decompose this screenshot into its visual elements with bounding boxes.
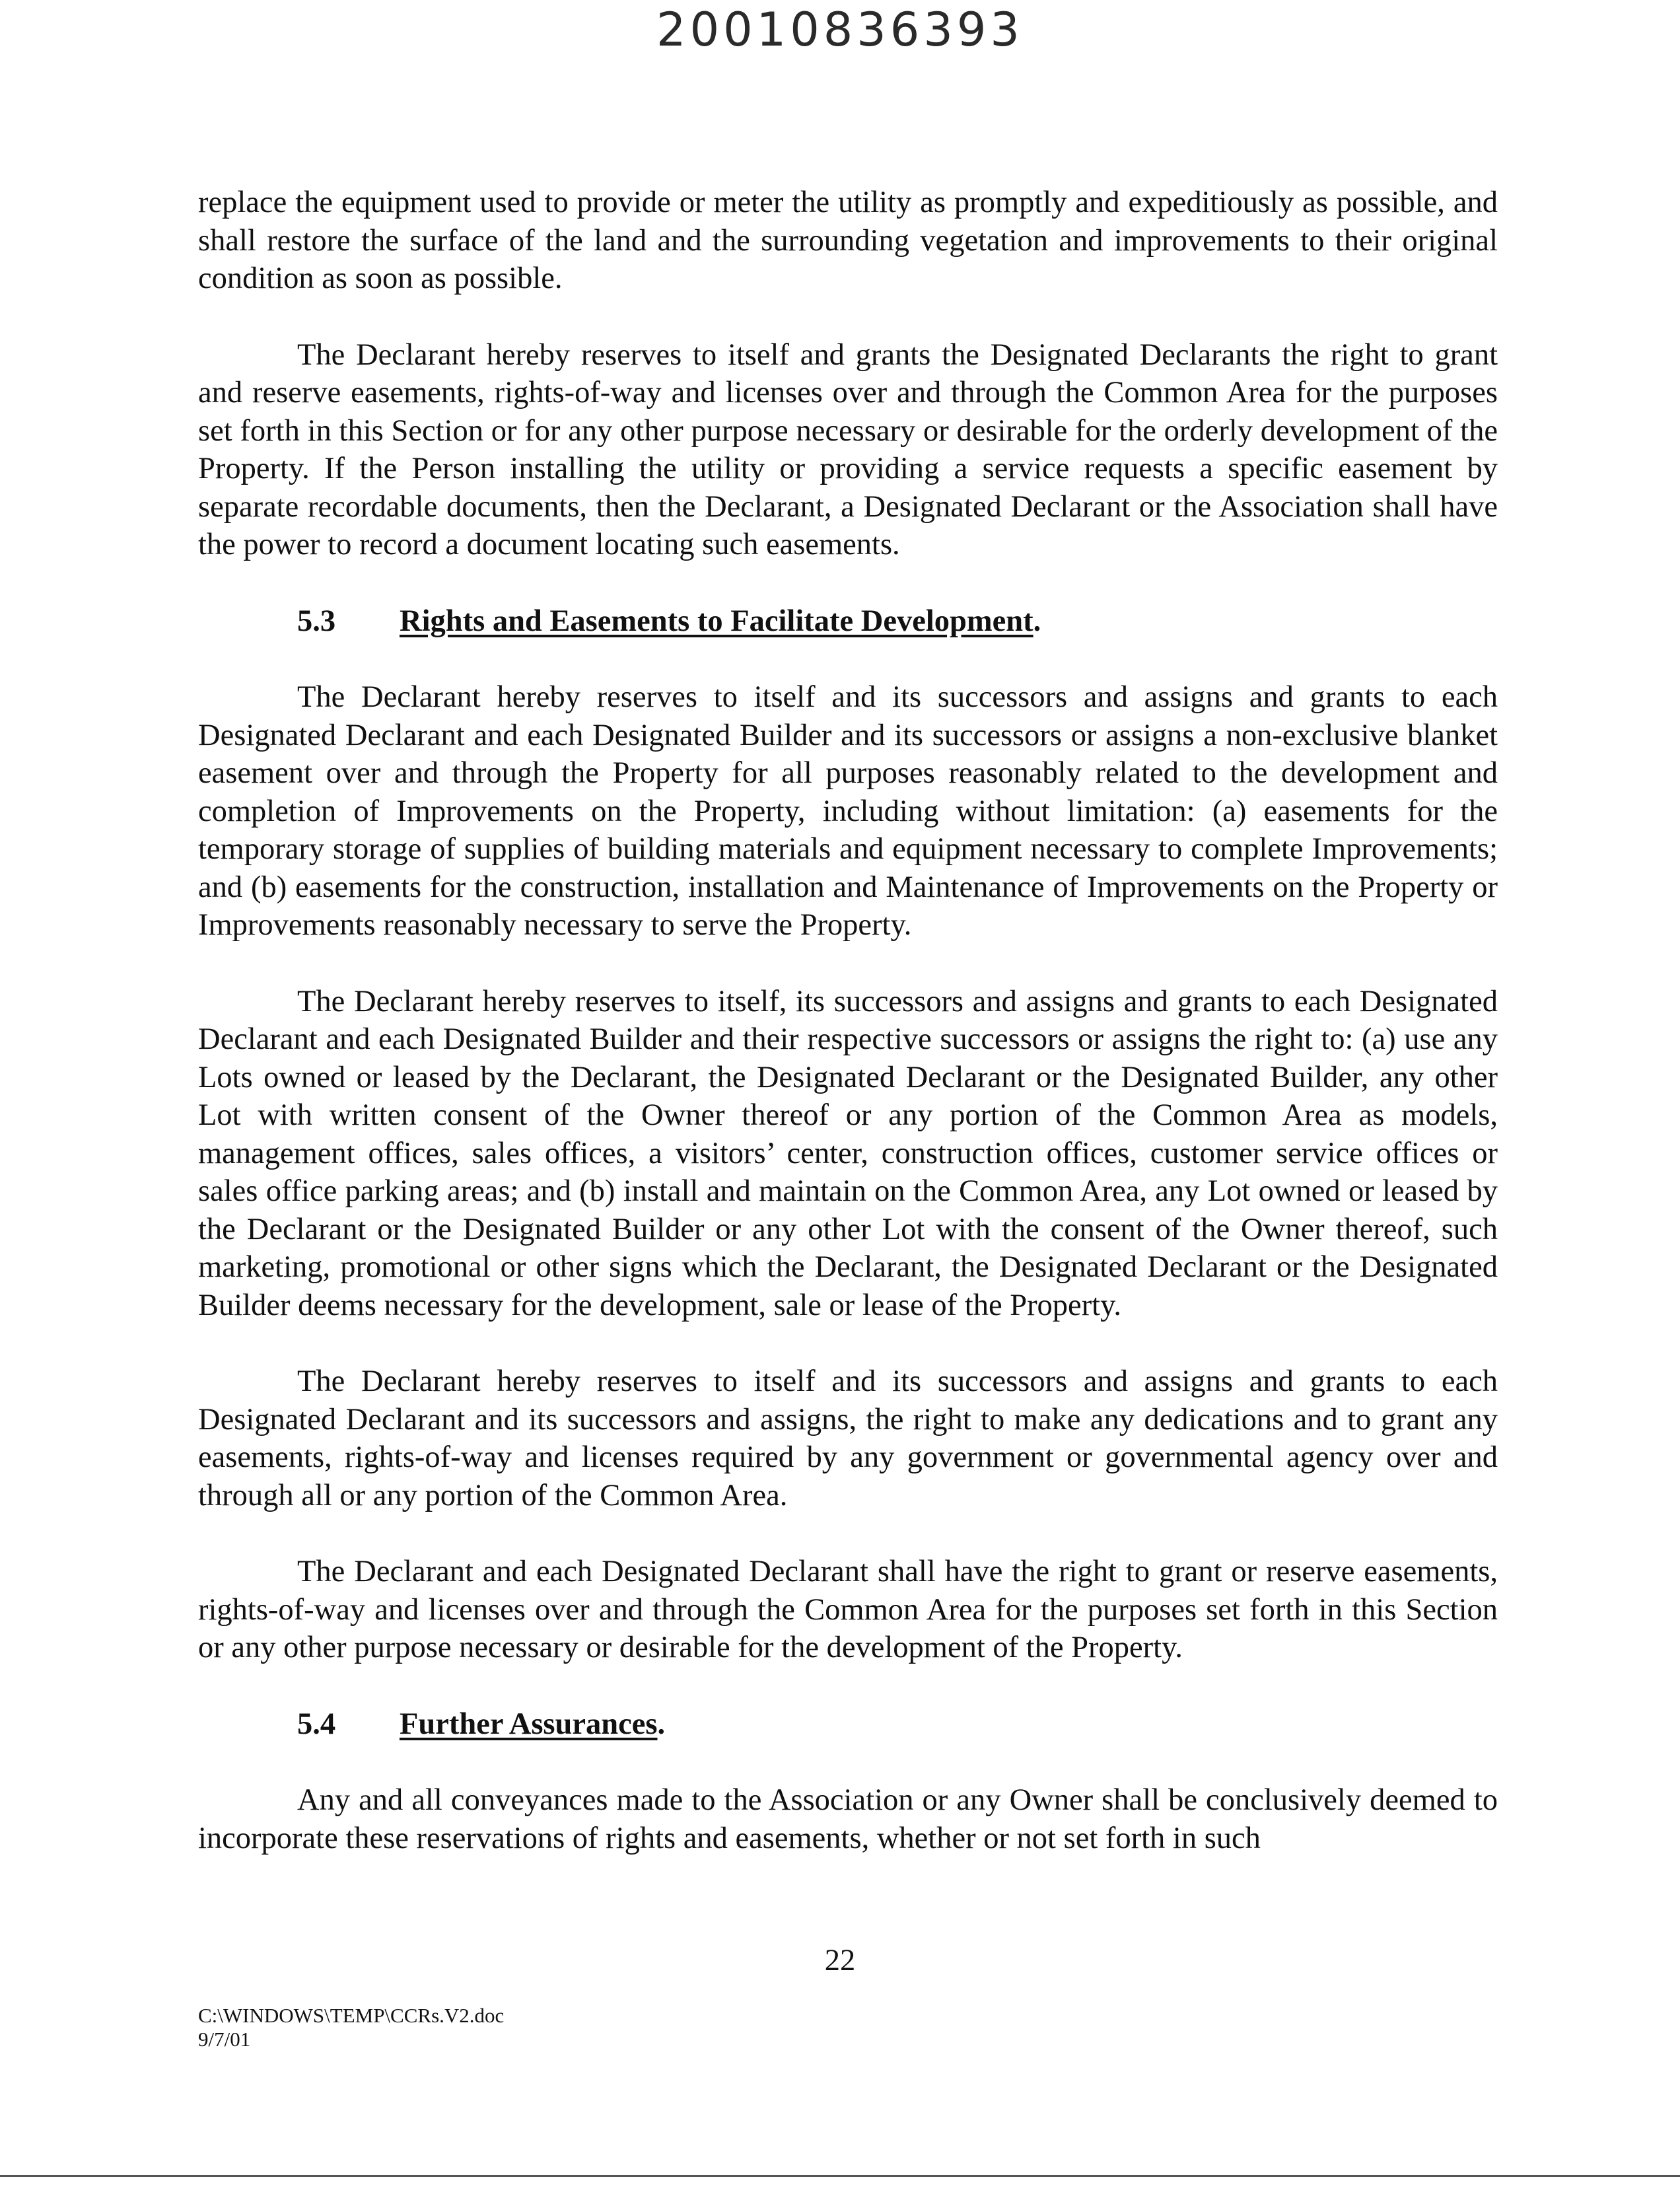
footer (198, 2004, 504, 2051)
section-title: Further Assurances (400, 1707, 658, 1741)
section-heading-5-4 (198, 1705, 1498, 1744)
paragraph-conveyances: Any and all conveyances made to the Association or any Owner shall be conclusively deemed to incorporate these reservations of rights and easements, whether or not set forth in such (198, 1783, 1498, 1855)
document-number: 20010836393 (656, 3, 1024, 57)
paragraph-grant-reserve-easements: The Declarant and each Designated Declarant shall have the right to grant or reserve easements, rights-of-way and licenses over and through the Common Area for the purposes set forth in this Section or any other purpose necessary or desirable for the development of the Property. (198, 1555, 1498, 1664)
page-number: 22 (824, 1944, 856, 1977)
footer-file-path: C:\WINDOWS\TEMP\CCRs.V2.doc (198, 2004, 505, 2027)
section-title-period: . (657, 1707, 666, 1741)
paragraph-dedications: The Declarant hereby reserves to itself and its successors and assigns and grants to each Designated Declarant and its successors and assigns, the right to make any dedications and to grant any easements, rights-of-way and licenses required by any government or governmental agency over and through all or any portion of the Common Area. (198, 1365, 1498, 1512)
section-title-period: . (1033, 604, 1041, 638)
section-heading-5-3 (198, 602, 1498, 641)
paragraph-easements-reservation: The Declarant hereby reserves to itself and grants the Designated Declarants the right to grant and reserve easements, rights-of-way and licenses over and through the Common Area for the purposes set forth in this Section or for any other purpose necessary or desirable for the orderly development of the Property. If the Person installing the utility or providing a service requests a specific easement by separate recordable documents, then the Declarant, a Designated Declarant or the Association shall have the power to record a document locating such easements. (198, 337, 1498, 561)
paragraph-continuation: replace the equipment used to provide or meter the utility as promptly and expeditiously as possible, and shall restore the surface of the land and the surrounding vegetation and improvements to their original condition as soon as possible. (198, 186, 1498, 295)
paragraph-models-and-signs: The Declarant hereby reserves to itself, its successors and assigns and grants to each Designated Declarant and each Designated Builder and their respective successors or assigns the right to: (a) use any Lots owned or leased by the Declarant, the Designated Declarant or the Designated Builder, any other Lot with written consent of the Owner thereof or any portion of the Common Area as models, management offices, sales offices, a visitors’ center, construction offices, customer service offices or sales office parking areas; and (b) install and maintain on the Common Area, any Lot owned or leased by the Declarant or the Designated Builder or any other Lot with the consent of the Owner thereof, such marketing, promotional or other signs which the Declarant, the Designated Declarant or the Designated Builder deems necessary for the development, sale or lease of the Property. (198, 984, 1498, 1322)
section-number: 5.4 (297, 1707, 336, 1741)
bottom-scan-edge (0, 2175, 1680, 2177)
section-title: Rights and Easements to Facilitate Development (400, 604, 1033, 638)
page-body (198, 184, 1498, 1857)
footer-date: 9/7/01 (198, 2028, 251, 2051)
paragraph-blanket-easement: The Declarant hereby reserves to itself and its successors and assigns and grants to each Designated Declarant and each Designated Builder and its successors or assigns a non-exclusive blanket easement over and through the Property for all purposes reasonably related to the development and completion of Improvements on the Property, including without limitation: (a) easements for the temporary storage of supplies of building materials and equipment necessary to complete Improvements; and (b) easements for the construction, installation and Maintenance of Improvements on the Property or Improvements reasonably necessary to serve the Property. (198, 680, 1498, 942)
section-number: 5.3 (297, 604, 336, 638)
